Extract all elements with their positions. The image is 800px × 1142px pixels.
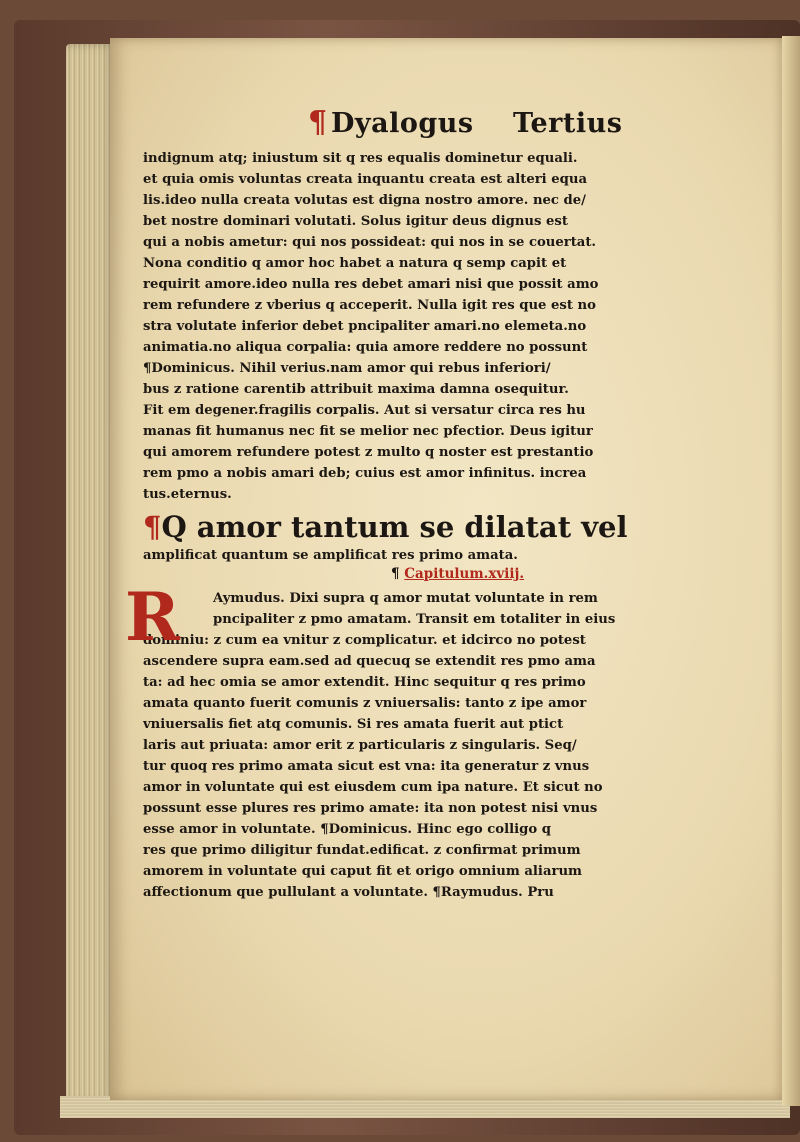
text-line: rem pmo a nobis amari deb; cuius est amor infinitus. increa: [143, 466, 587, 481]
text-line: esse amor in voluntate. ¶Dominicus. Hinc ego colligo q: [143, 822, 551, 837]
text-line: manas fit humanus nec fit se melior nec pfectior. Deus igitur: [143, 424, 593, 439]
text-line: animatia.no aliqua corpalia: quia amore reddere no possunt: [143, 340, 588, 355]
text-line: tus.eternus.: [143, 487, 232, 502]
text-line: possunt esse plures res primo amate: ita non potest nisi vnus: [143, 801, 598, 816]
text-line: qui a nobis ametur: qui nos possideat: qui nos in se couertat.: [143, 235, 597, 250]
text-line: vniuersalis fiet atq comunis. Si res amata fuerit aut ptict: [143, 717, 564, 732]
text-line: pncipaliter z pmo amatam. Transit em totaliter in eius: [213, 612, 616, 627]
text-line: res que primo diligitur fundat.edificat. z confirmat primum: [143, 843, 581, 858]
text-line: Aymudus. Dixi supra q amor mutat voluntate in rem: [213, 591, 598, 606]
pilcrow-mark: ¶: [391, 566, 400, 582]
section-heading-text: Q amor tantum se dilatat vel: [161, 510, 628, 544]
text-line: et quia omis voluntas creata inquantu creata est alteri equa: [143, 172, 588, 187]
text-line: tur quoq res primo amata sicut est vna: ita generatur z vnus: [143, 759, 590, 774]
text-line: laris aut priuata: amor erit z particularis z singularis. Seq/: [143, 738, 577, 753]
text-line: Nona conditio q amor hoc habet a natura q semp capit et: [143, 256, 567, 271]
paragraph-1: [143, 148, 663, 505]
text-line: bet nostre dominari volutati. Solus igitur deus dignus est: [143, 214, 568, 229]
text-line: amor in voluntate qui est eiusdem cum ipa nature. Et sicut no: [143, 780, 603, 795]
text-line: amorem in voluntate qui caput fit et origo omnium aliarum: [143, 864, 582, 879]
text-line: Fit em degener.fragilis corpalis. Aut si versatur circa res hu: [143, 403, 586, 418]
running-header: [143, 102, 663, 148]
chapter-label: Capitulum.xviij.: [404, 566, 525, 582]
text-line: ta: ad hec omia se amor extendit. Hinc sequitur q res primo: [143, 675, 586, 690]
text-line: indignum atq; iniustum sit q res equalis dominetur equali.: [143, 151, 578, 166]
header-left: Dyalogus: [331, 108, 474, 139]
pilcrow-mark: ¶: [143, 510, 162, 544]
text-line: lis.ideo nulla creata volutas est digna nostro amore. nec de/: [143, 193, 586, 208]
chapter-heading: [143, 566, 663, 588]
pilcrow-mark: ¶: [308, 105, 328, 140]
text-line: ascendere supra eam.sed ad quecuq se extendit res pmo ama: [143, 654, 596, 669]
text-line: amplificat quantum se amplificat res primo amata.: [143, 548, 518, 563]
text-line: stra volutate inferior debet pncipaliter amari.no elemeta.no: [143, 319, 587, 334]
page-text: [125, 102, 663, 903]
text-line: bus z ratione carentib attribuit maxima damna osequitur.: [143, 382, 569, 397]
text-line: affectionum que pullulant a voluntate. ¶Raymudus. Pru: [143, 885, 554, 900]
header-right: Tertius: [513, 108, 623, 139]
text-line: ¶Dominicus. Nihil verius.nam amor qui rebus inferiori/: [143, 361, 551, 376]
chapter-body: [125, 578, 663, 903]
section-heading: [143, 509, 663, 545]
drop-cap-initial: R: [125, 578, 180, 656]
paragraph-2: [143, 588, 663, 903]
text-line: requirit amore.ideo nulla res debet amari nisi que possit amo: [143, 277, 599, 292]
text-line: qui amorem refundere potest z multo q noster est prestantio: [143, 445, 594, 460]
text-line: rem refundere z vberius q acceperit. Nulla igit res que est no: [143, 298, 596, 313]
text-line: dominiu: z cum ea vnitur z complicatur. et idcirco no potest: [143, 633, 586, 648]
section-continuation: [143, 545, 663, 566]
facing-page-edge: [782, 36, 800, 1106]
page-edges-left: [66, 44, 116, 1104]
text-line: amata quanto fuerit comunis z vniuersalis: tanto z ipe amor: [143, 696, 587, 711]
